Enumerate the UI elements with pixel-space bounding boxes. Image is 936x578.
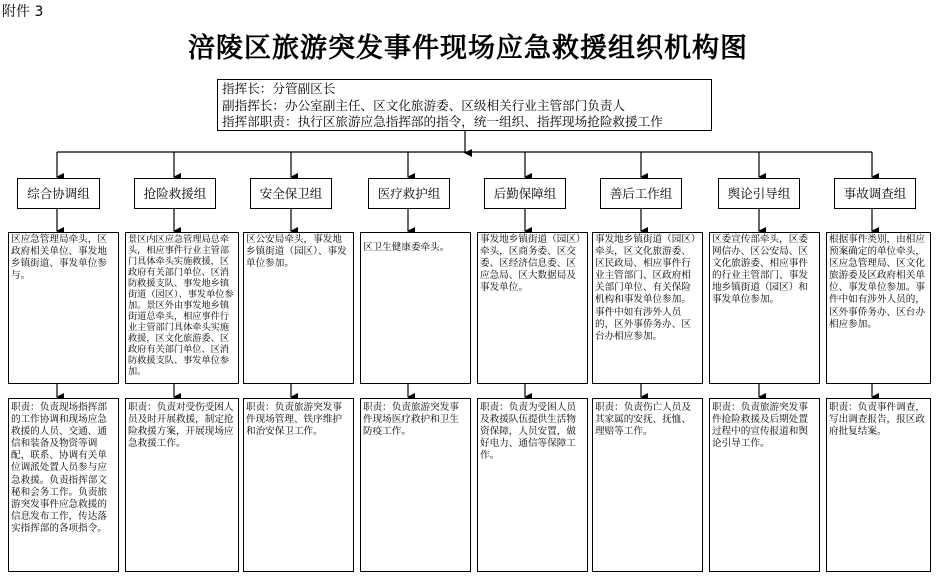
group-members-rescue: 景区内区应急管理局总牵头，相应事件行业主管部门具体牵头实施救援，区政府有关部门单位、区消防救援支队、事发地乡镇街道（园区）、事发单位参加。景区外由事发地乡镇街道总牵头，相应事件行业主管部门具体牵头实施救援，区文化旅游委、区政府有关部门单位、区消防救援支队、事发单位参加。 [125, 232, 239, 384]
group-header-medical: 医疗救护组 [368, 178, 450, 209]
group-members-coordination: 区应急管理局牵头，区政府相关单位、事发地乡镇街道、事发单位参与。 [8, 232, 119, 384]
group-members-aftermath: 事发地乡镇街道（园区）牵头，区文化旅游委、区民政局、相应事件行业主管部门、区政府相关部门单位、有关保险机构和事发单位参加。事件中如有涉外人员的，区外事侨务办、区台办相应参加。 [592, 232, 703, 384]
group-header-rescue: 抢险救援组 [134, 178, 216, 209]
group-header-security: 安全保卫组 [250, 178, 332, 209]
commander-line: 指挥长：分管副区长 [222, 81, 336, 96]
group-duty-logistics: 职责：负责为受困人员及救援队伍提供生活物资保障，人员安置，做好电力、通信等保障工作。 [477, 398, 588, 572]
group-header-coordination: 综合协调组 [17, 178, 100, 209]
group-duty-public-opinion: 职责：负责旅游突发事件抢险救援及后期处置过程中的宣传报道和舆论引导工作。 [709, 398, 820, 572]
group-duty-aftermath: 职责：负责伤亡人员及其家属的安抚、抚恤、理赔等工作。 [592, 398, 703, 572]
annex-label: 附件 3 [2, 4, 44, 20]
command-duty-line: 指挥部职责：执行区旅游应急指挥部的指令，统一组织、指挥现场抢险救援工作 [222, 114, 663, 129]
group-duty-medical: 职责：负责旅游突发事件现场医疗救护和卫生防疫工作。 [360, 398, 471, 572]
command-box [217, 79, 712, 131]
group-header-investigation: 事故调查组 [834, 178, 916, 209]
group-members-investigation: 根据事件类别，由相应预案确定的单位牵头，区应急管理局、区文化旅游委及区政府相关单位、事发单位参加。事件中如有涉外人员的，区外事侨务办、区台办相应参加。 [826, 232, 931, 384]
group-header-public-opinion: 舆论引导组 [718, 178, 800, 209]
group-members-medical: 区卫生健康委牵头。 [360, 232, 471, 384]
group-header-aftermath: 善后工作组 [600, 178, 682, 209]
group-members-security: 区公安局牵头，事发地乡镇街道（园区）、事发单位参加。 [243, 232, 354, 384]
group-members-public-opinion: 区委宣传部牵头，区委网信办、区公安局、区文化旅游委、相应事件的行业主管部门、事发地乡镇街道（园区）和事发单位参加。 [709, 232, 820, 384]
group-header-logistics: 后勤保障组 [484, 178, 566, 209]
deputy-commander-line: 副指挥长：办公室副主任、区文化旅游委、区级相关行业主管部门负责人 [222, 97, 625, 113]
group-duty-investigation: 职责：负责事件调查，写出调查报告，报区政府批复结案。 [826, 398, 931, 572]
group-duty-rescue: 职责：负责对受伤受困人员及时开展救援，制定抢险救援方案，开展现场应急救援工作。 [125, 398, 239, 572]
group-duty-security: 职责：负责旅游突发事件现场管理、铁序维护和治安保卫工作。 [243, 398, 354, 572]
group-duty-coordination: 职责：负责现场指挥部的工作协调和现场应急救援的人员、交通、通信和装备及物资等调配，联系、协调有关单位调派处置人员参与应急救援。负责指挥部文秘和会务工作。负责旅游突发事件应急救援的信息发布工作，传达落实指挥部的各项指令。 [8, 398, 119, 572]
chart-title: 涪陵区旅游突发事件现场应急救援组织机构图 [188, 33, 748, 64]
group-members-logistics: 事发地乡镇街道（园区）牵头，区商务委、区交委、区经济信息委、区应急局、区大数据局及事发单位。 [477, 232, 588, 384]
